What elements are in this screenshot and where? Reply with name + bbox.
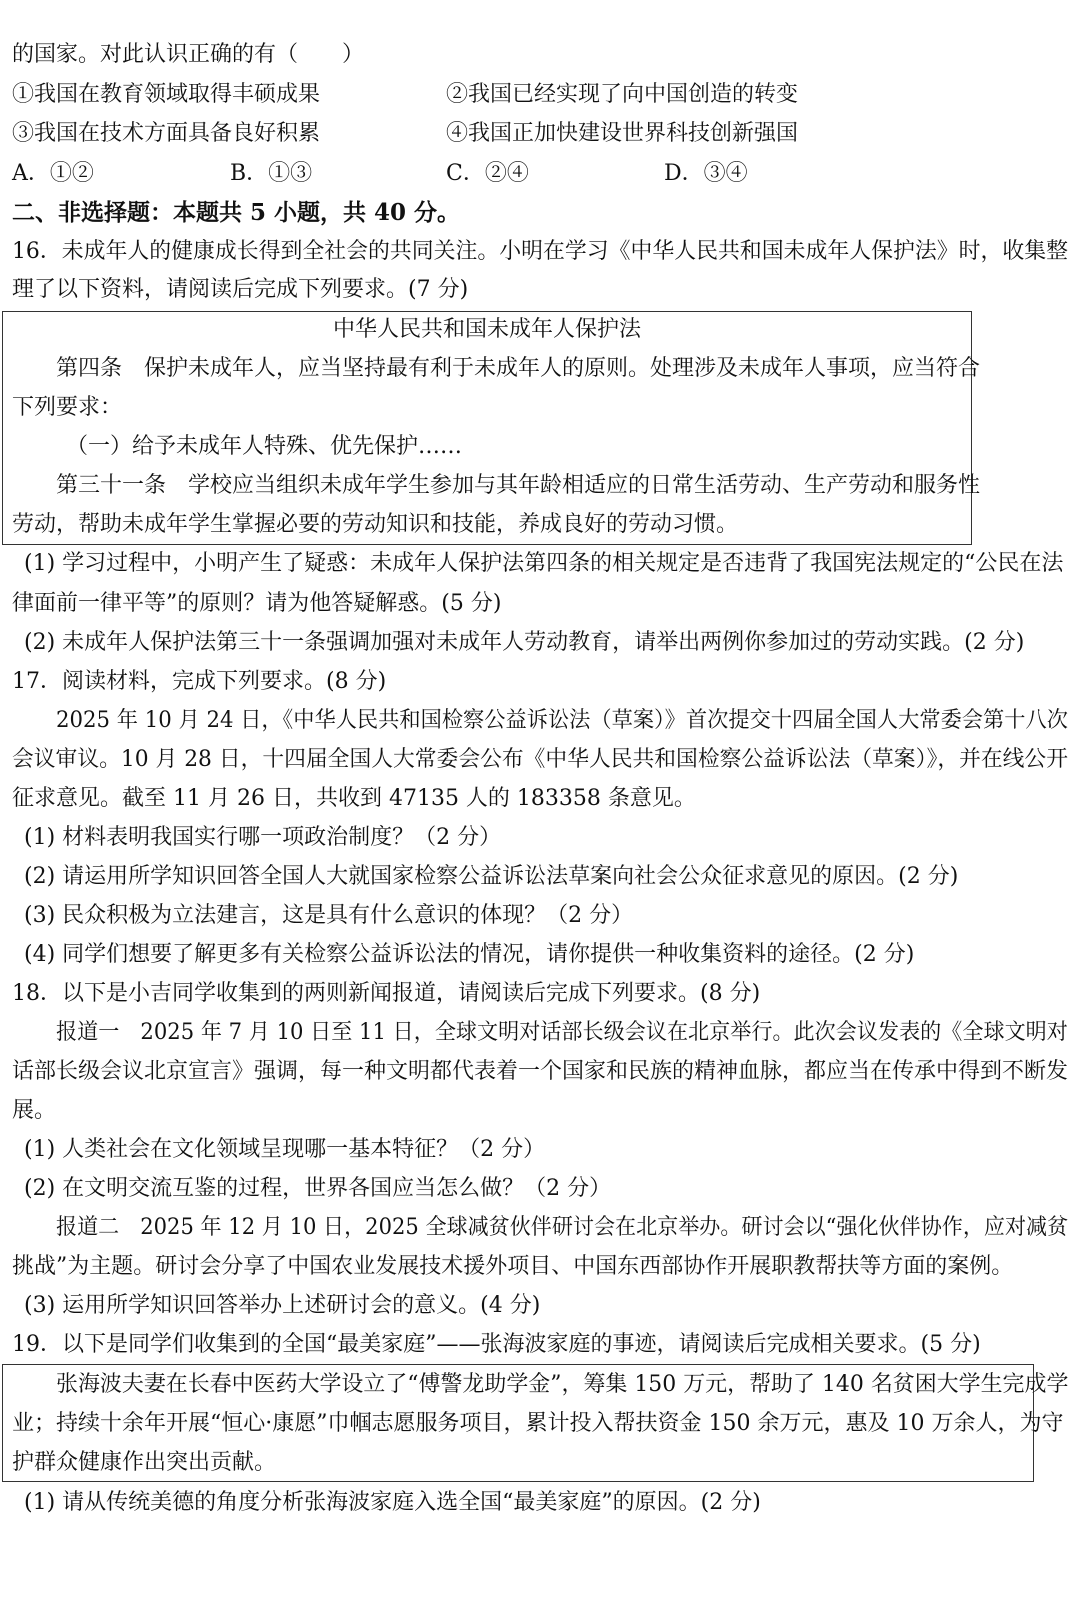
q18-report-2-line-2: 挑战”为主题。研讨会分享了中国农业发展技术援外项目、中国东西部协作开展职教帮扶等方面的案例。 (12, 1254, 1014, 1279)
q16-article-31-line-2: 劳动，帮助未成年学生掌握必要的劳动知识和技能，养成良好的劳动习惯。 (12, 512, 739, 537)
q19-story-line-3: 护群众健康作出突出贡献。 (12, 1450, 277, 1475)
q16-sub2: (2) 未成年人保护法第三十一条强调加强对未成年人劳动教育，请举出两例你参加过的劳动实践。(2 分) (24, 630, 1025, 655)
q18-sub3: (3) 运用所学知识回答举办上述研讨会的意义。(4 分) (24, 1293, 541, 1318)
q19-story-line-1: 张海波夫妻在长春中医药大学设立了“傅警龙助学金”，筹集 150 万元，帮助了 140 名贫困大学生完成学 (56, 1372, 1069, 1397)
q17-sub4: (4) 同学们想要了解更多有关检察公益诉讼法的情况，请你提供一种收集资料的途径。(2 分) (24, 942, 915, 967)
q18-report-2-line-1: 报道二 2025 年 12 月 10 日，2025 全球减贫伙伴研讨会在北京举办。研讨会以“强化伙伴协作，应对减贫 (56, 1215, 1069, 1240)
q16-stem-line-2: 理了以下资料，请阅读后完成下列要求。(7 分) (12, 277, 469, 302)
q16-sub1-line-1: (1) 学习过程中，小明产生了疑惑：未成年人保护法第四条的相关规定是否违背了我国宪法规定的“公民在法 (24, 551, 1064, 576)
q16-stem-line-1: 16．未成年人的健康成长得到全社会的共同关注。小明在学习《中华人民共和国未成年人保护法》时，收集整 (12, 239, 1069, 264)
q18-report-1-line-2: 话部长级会议北京宣言》强调，每一种文明都代表着一个国家和民族的精神血脉，都应当在传承中得到不断发 (12, 1059, 1069, 1084)
q16-sub1-line-2: 律面前一律平等”的原则？请为他答疑解惑。(5 分) (12, 591, 502, 616)
q18-sub2: (2) 在文明交流互鉴的过程，世界各国应当怎么做？（2 分） (24, 1176, 612, 1201)
q15-option-a: A．①② (12, 161, 94, 186)
q16-article-4-line-1: 第四条 保护未成年人，应当坚持最有利于未成年人的原则。处理涉及未成年人事项，应当符合 (56, 356, 981, 381)
q17-sub3: (3) 民众积极为立法建言，这是具有什么意识的体现？（2 分） (24, 903, 634, 928)
q19-story-line-2: 业；持续十余年开展“恒心·康愿”巾帼志愿服务项目，累计投入帮扶资金 150 余万元，惠及 10 万余人，为守 (12, 1411, 1064, 1436)
q17-sub1: (1) 材料表明我国实行哪一项政治制度？（2 分） (24, 825, 502, 850)
q19-sub1: (1) 请从传统美德的角度分析张海波家庭入选全国“最美家庭”的原因。(2 分) (24, 1490, 761, 1515)
q17-material-line-3: 征求意见。截至 11 月 26 日，共收到 47135 人的 183358 条意见。 (12, 786, 696, 811)
q17-stem: 17．阅读材料，完成下列要求。(8 分) (12, 669, 387, 694)
q18-sub1: (1) 人类社会在文化领域呈现哪一基本特征？（2 分） (24, 1137, 546, 1162)
q15-statement-3: ③我国在技术方面具备良好积累 (12, 121, 321, 146)
q15-option-b: B．①③ (230, 161, 313, 186)
q15-statement-4: ④我国正加快建设世界科技创新强国 (446, 121, 799, 146)
q17-material-line-2: 会议审议。10 月 28 日，十四届全国人大常委会公布《中华人民共和国检察公益诉讼法（草案）》，并在线公开 (12, 747, 1068, 772)
q16-article-4-item-1: （一）给予未成年人特殊、优先保护…… (66, 434, 463, 459)
q18-report-1-line-3: 展。 (12, 1098, 57, 1123)
q16-article-4-line-2: 下列要求： (12, 395, 123, 420)
q18-stem: 18．以下是小吉同学收集到的两则新闻报道，请阅读后完成下列要求。(8 分) (12, 981, 761, 1006)
q15-option-c: C．②④ (446, 161, 529, 186)
q15-statement-1: ①我国在教育领域取得丰硕成果 (12, 82, 321, 107)
q16-law-title: 中华人民共和国未成年人保护法 (332, 317, 641, 342)
q18-report-1-line-1: 报道一 2025 年 7 月 10 日至 11 日，全球文明对话部长级会议在北京举行。此次会议发表的《全球文明对 (56, 1020, 1068, 1045)
q15-statement-2: ②我国已经实现了向中国创造的转变 (446, 82, 799, 107)
q17-material-line-1: 2025 年 10 月 24 日，《中华人民共和国检察公益诉讼法（草案）》首次提交十四届全国人大常委会第十八次 (56, 708, 1068, 733)
q17-sub2: (2) 请运用所学知识回答全国人大就国家检察公益诉讼法草案向社会公众征求意见的原因。(2 分) (24, 864, 959, 889)
q15-stem-tail: 的国家。对此认识正确的有（ ） (12, 42, 365, 67)
q16-article-31-line-1: 第三十一条 学校应当组织未成年学生参加与其年龄相适应的日常生活劳动、生产劳动和服务性 (56, 473, 981, 498)
q19-stem: 19．以下是同学们收集到的全国“最美家庭”——张海波家庭的事迹，请阅读后完成相关要求。(5 分) (12, 1332, 981, 1357)
q15-option-d: D．③④ (664, 161, 748, 186)
section-2-heading: 二、非选择题：本题共 5 小题，共 40 分。 (12, 199, 461, 226)
